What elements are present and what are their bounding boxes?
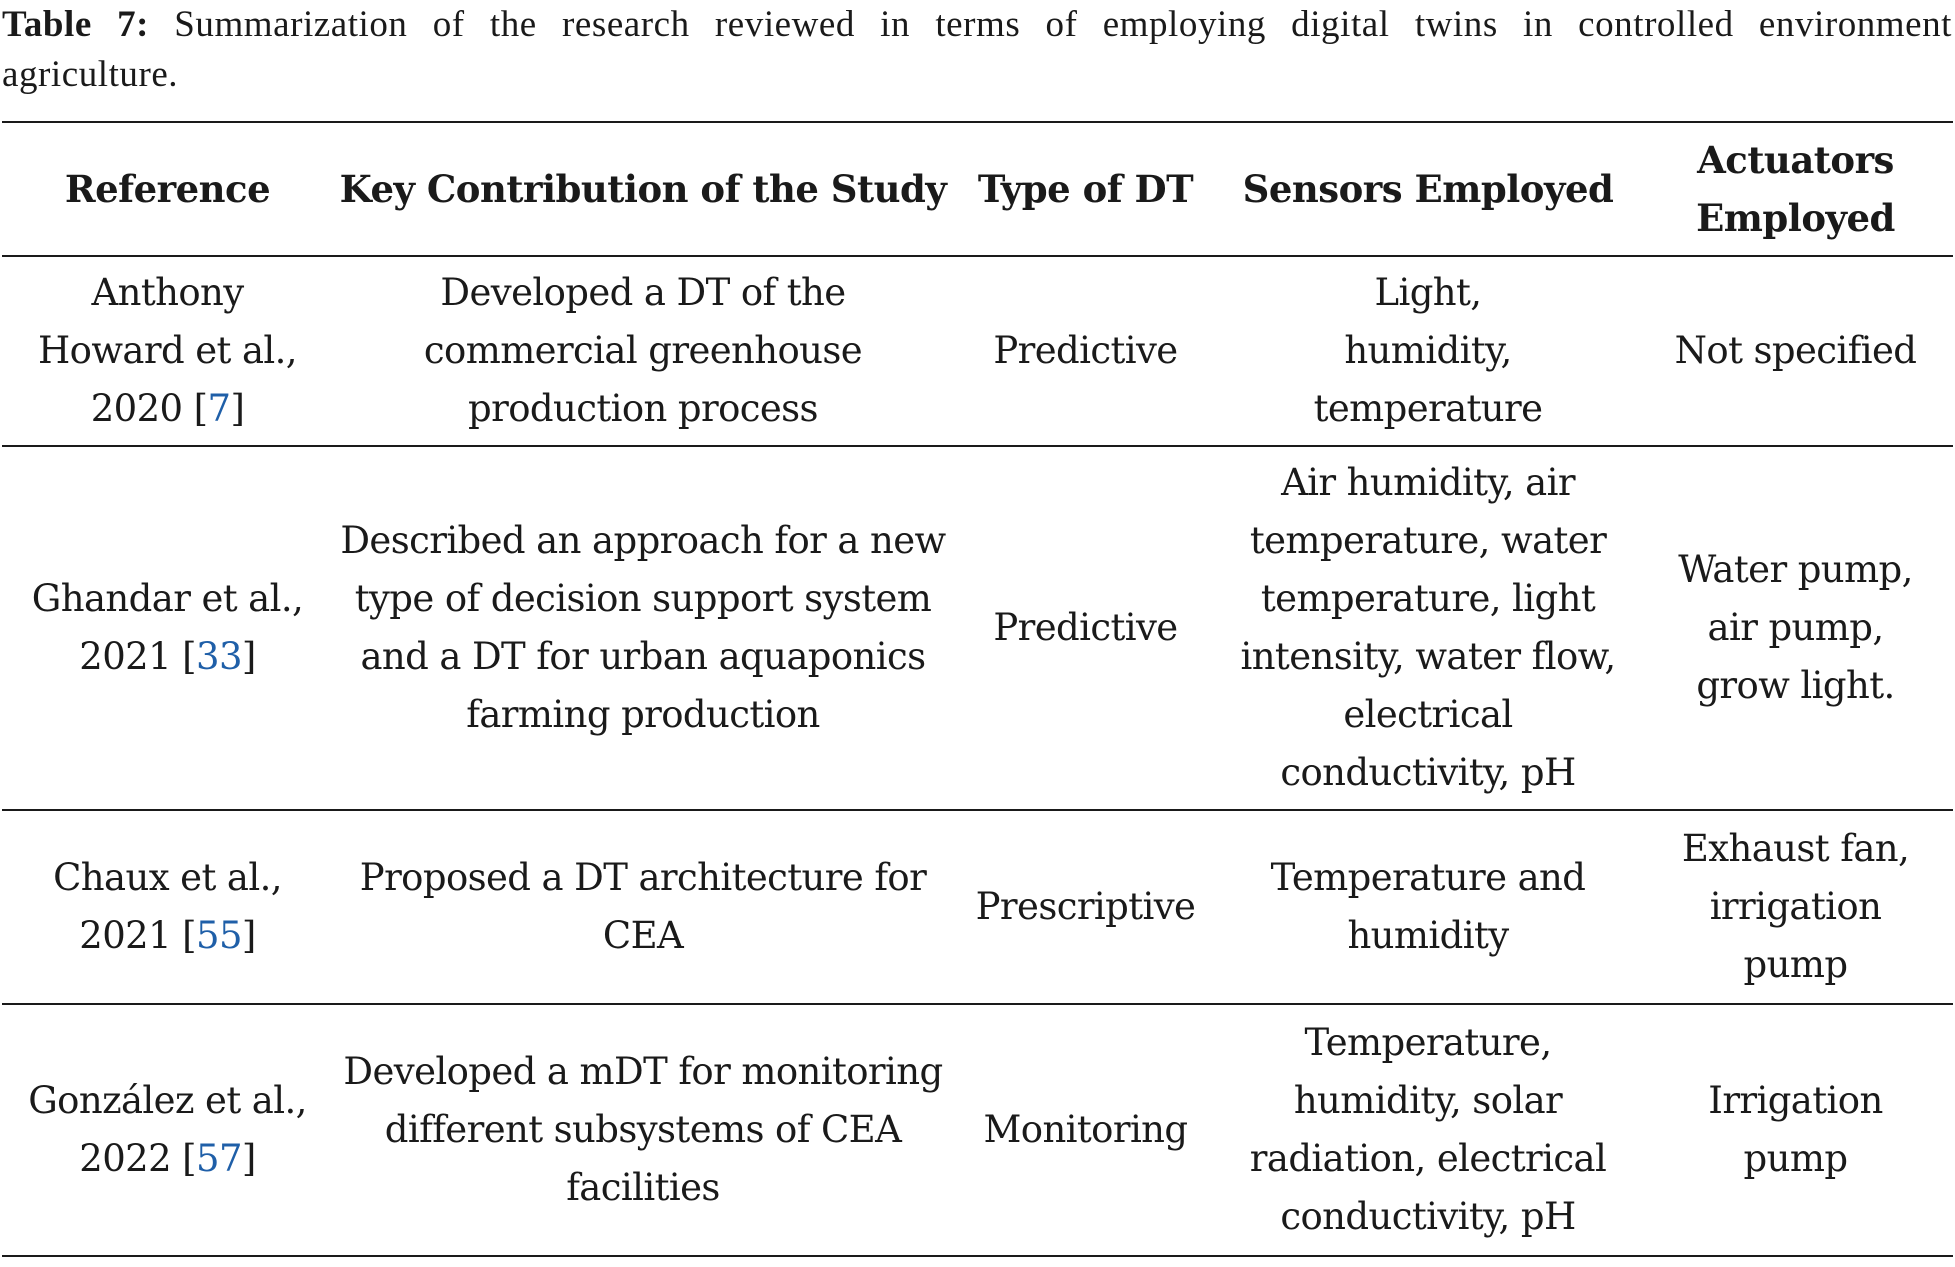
reference-text: Chaux et al., 2021 (53, 856, 282, 957)
sensors-cell: Air humidity, air temperature, water temperature, light intensity, water flow, electrical conductivity, pH (1240, 461, 1616, 794)
review-table (2, 121, 1953, 1257)
table-row (2, 1004, 1953, 1256)
actuators-cell: Not specified (1674, 329, 1917, 372)
contribution-cell: Proposed a DT architecture for CEA (359, 856, 927, 957)
dt-type-cell: Prescriptive (975, 885, 1196, 928)
table-caption-text: Summarization of the research reviewed in terms of employing digital twins in controlled environment agriculture. (2, 4, 1952, 95)
reference-cell: Ghandar et al., 2021 [33] (31, 577, 304, 678)
header-row (2, 122, 1953, 256)
actuators-cell: Water pump, air pump, grow light. (1678, 548, 1913, 707)
sensors-cell: Temperature, humidity, solar radiation, electrical conductivity, pH (1249, 1021, 1607, 1238)
sensors-cell: Temperature and humidity (1270, 856, 1586, 957)
table-caption-label: Table 7: (2, 4, 149, 45)
contribution-cell: Described an approach for a new type of decision support system and a DT for urban aquaponics farming production (340, 519, 946, 736)
actuators-cell: Irrigation pump (1708, 1079, 1883, 1180)
reference-text: González et al., 2022 (28, 1079, 307, 1180)
table-row (2, 810, 1953, 1004)
contribution-cell: Developed a DT of the commercial greenhouse production process (423, 271, 863, 430)
reference-text: Anthony Howard et al., 2020 (38, 271, 297, 430)
table-caption (2, 0, 1952, 100)
header-sensors: Sensors Employed (1242, 167, 1614, 211)
citation-link[interactable]: 33 (196, 635, 242, 678)
header-reference: Reference (64, 167, 271, 211)
reference-cell: González et al., 2022 [57] (28, 1079, 307, 1180)
dt-type-cell: Monitoring (983, 1108, 1188, 1151)
reference-text: Ghandar et al., 2021 (31, 577, 304, 678)
reference-cell: Anthony Howard et al., 2020 [7] (38, 271, 297, 430)
actuators-cell: Exhaust fan, irrigation pump (1681, 827, 1910, 986)
citation-link[interactable]: 57 (196, 1137, 242, 1180)
header-actuators: Actuators Employed (1696, 138, 1895, 240)
contribution-cell: Developed a mDT for monitoring different subsystems of CEA facilities (343, 1050, 943, 1209)
dt-type-cell: Predictive (993, 606, 1178, 649)
table-row (2, 256, 1953, 446)
table-header (2, 122, 1953, 256)
header-type-of-dt: Type of DT (977, 167, 1194, 211)
sensors-cell: Light, humidity, temperature (1313, 271, 1543, 430)
table-row (2, 446, 1953, 810)
citation-link[interactable]: 7 (207, 387, 231, 430)
table-body (2, 256, 1953, 1256)
citation-link[interactable]: 55 (196, 914, 242, 957)
reference-cell: Chaux et al., 2021 [55] (53, 856, 282, 957)
header-key-contribution: Key Contribution of the Study (339, 167, 947, 211)
dt-type-cell: Predictive (993, 329, 1178, 372)
